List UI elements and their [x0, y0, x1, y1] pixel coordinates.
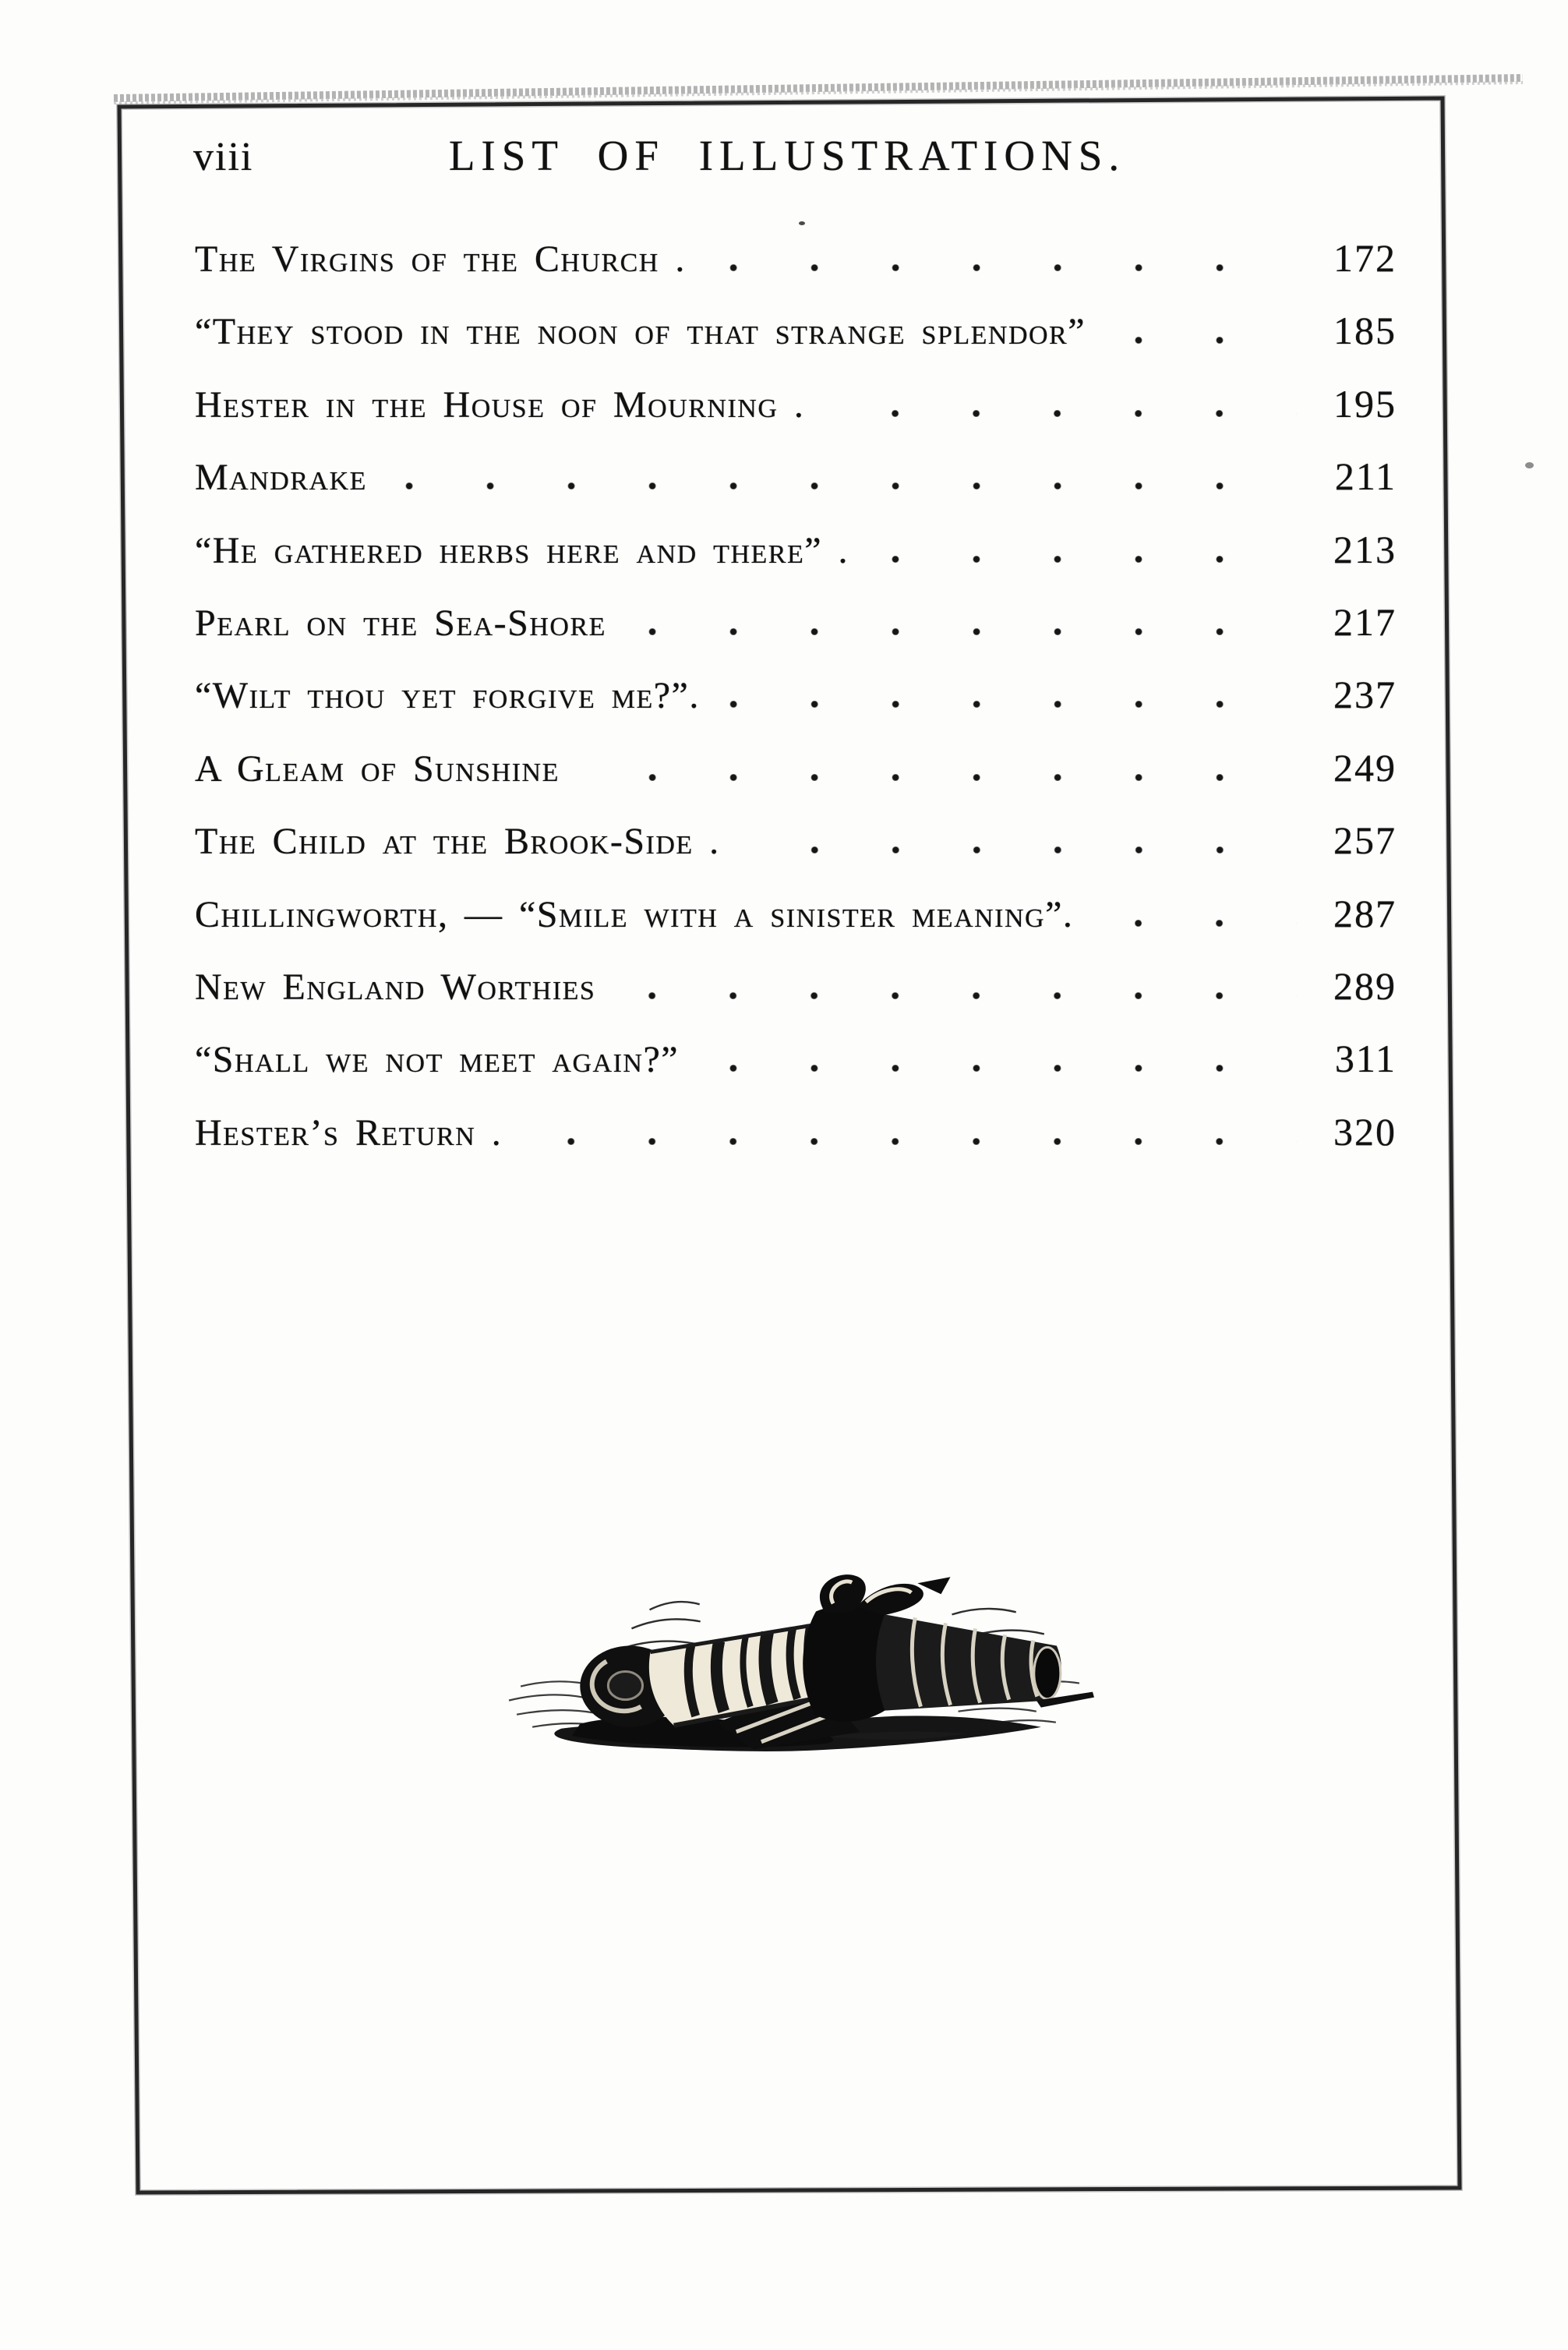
toc-entry — [195, 430, 1397, 503]
toc-entry-page: 289 — [1333, 963, 1397, 1008]
toc-entry-title: Mandrake — [195, 457, 367, 499]
toc-entry-title: New England Worthies — [195, 966, 596, 1008]
toc-entry-title: The Child at the Brook-Side . — [195, 821, 720, 863]
toc-entry-page: 213 — [1333, 527, 1397, 571]
toc-entry — [195, 284, 1397, 357]
toc-entry-page: 172 — [1333, 236, 1397, 280]
toc-entry-page: 311 — [1334, 1037, 1397, 1081]
scroll-illustration — [489, 1568, 1099, 1754]
toc-entry-title: “He gathered herbs here and there” . — [195, 529, 849, 571]
toc-entry — [195, 358, 1397, 430]
toc-entry-title: “They stood in the noon of that strange splendor” — [195, 311, 1086, 353]
dot-leader — [825, 410, 1297, 417]
toc-entry-title: Chillingworth, — “Smile with a sinister meaning”. — [195, 893, 1074, 935]
toc-entry-page: 320 — [1333, 1109, 1397, 1154]
toc-entry-page: 257 — [1333, 818, 1397, 863]
dot-leader — [740, 846, 1297, 853]
dot-leader — [1106, 337, 1297, 344]
toc-entry-title: Hester’s Return . — [195, 1111, 503, 1154]
toc-entry — [195, 212, 1397, 284]
folio-page-number: viii — [193, 135, 254, 179]
toc-entry — [195, 1012, 1397, 1085]
dot-leader — [706, 264, 1297, 271]
toc-entry — [195, 940, 1397, 1012]
dot-leader — [580, 774, 1297, 781]
page-title: LIST OF ILLUSTRATIONS. — [448, 132, 1126, 179]
dot-leader — [627, 628, 1297, 635]
dot-leader — [869, 556, 1297, 563]
dot-leader — [720, 701, 1297, 708]
illustrations-list — [195, 212, 1397, 1158]
toc-entry-page: 185 — [1333, 309, 1397, 353]
toc-entry — [195, 1086, 1397, 1158]
dot-leader — [616, 992, 1297, 999]
toc-entry-title: Hester in the House of Mourning . — [195, 383, 805, 426]
dot-leader — [1093, 920, 1297, 927]
toc-entry-title: The Virgins of the Church . — [195, 239, 686, 280]
toc-entry-title: A Gleam of Sunshine — [195, 747, 560, 790]
toc-entry — [195, 868, 1397, 940]
toc-entry-title: Pearl on the Sea-Shore — [195, 602, 606, 644]
toc-entry-page: 195 — [1333, 381, 1397, 426]
toc-entry — [195, 504, 1397, 576]
toc-entry-page: 287 — [1333, 891, 1397, 935]
toc-entry — [195, 794, 1397, 867]
dot-leader — [387, 482, 1297, 489]
toc-entry-title: “Wilt thou yet forgive me?”. — [195, 675, 700, 717]
toc-entry — [195, 722, 1397, 794]
toc-entry-page: 249 — [1333, 745, 1397, 790]
scan-shadow-band — [114, 78, 1523, 98]
scan-speck — [1525, 462, 1534, 468]
toc-entry-page: 217 — [1333, 599, 1397, 644]
toc-entry — [195, 648, 1397, 721]
toc-entry — [195, 576, 1397, 648]
toc-entry-page: 237 — [1333, 673, 1397, 717]
dot-leader — [699, 1065, 1297, 1072]
toc-entry-title: “Shall we not meet again?” — [195, 1039, 680, 1081]
dot-leader — [522, 1138, 1297, 1145]
toc-entry-page: 211 — [1334, 454, 1397, 499]
